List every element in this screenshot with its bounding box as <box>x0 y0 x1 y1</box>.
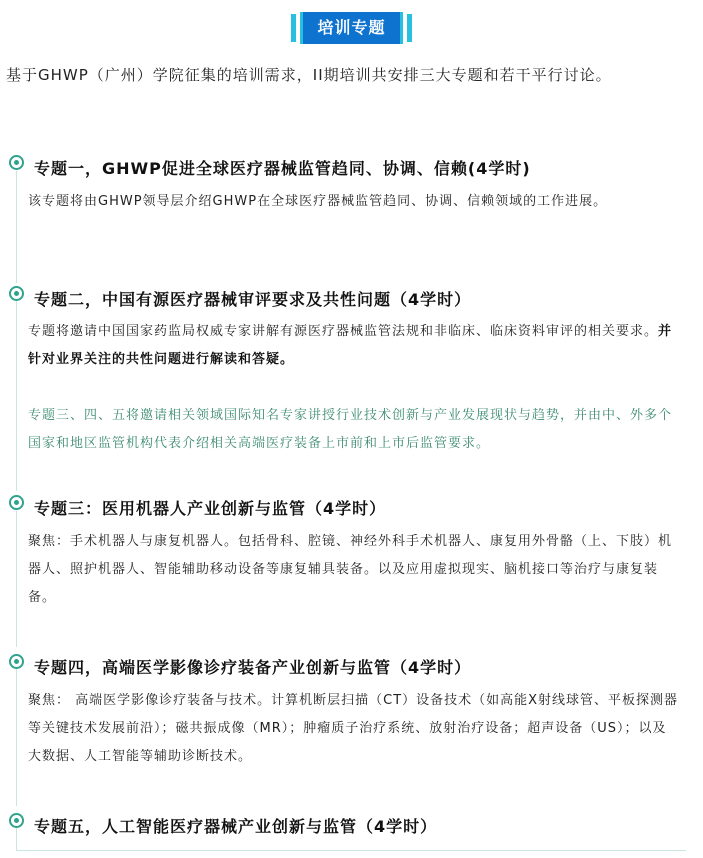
badge-right-bar <box>407 14 412 42</box>
intro-paragraph: 基于GHWP（广州）学院征集的培训需求，II期培训共安排三大专题和若干平行讨论。 <box>6 66 612 84</box>
topics-note: 专题三、四、五将邀请相关领域国际知名专家讲授行业技术创新与产业发展现状与趋势，并由中、外多个国家和地区监管机构代表介绍相关高端医疗装备上市前和上市后监管要求。 <box>28 408 673 451</box>
section-header <box>0 12 703 44</box>
topic-marker-icon <box>9 813 24 828</box>
topic-marker-icon <box>9 495 24 510</box>
topic-2-description-bold: 并针对业界关注的共性问题进行解读和答疑。 <box>28 324 673 367</box>
topic-4-description: 聚焦： 高端医学影像诊疗装备与技术。计算机断层扫描（CT）设备技术（如高能X射线球管、平板探测器等关键技术发展前沿）；磁共振成像（MR）；肿瘤质子治疗系统、放射治疗设备；超声设备（US）；以及大数据、人工智能等辅助诊断技术。 <box>28 693 679 764</box>
timeline-rail <box>16 511 17 647</box>
topic-1-title: 专题一，GHWP促进全球医疗器械监管趋同、协调、信赖(4学时) <box>34 159 531 178</box>
topic-marker-icon <box>9 155 24 170</box>
section-title-badge <box>300 12 402 44</box>
timeline-rail <box>16 171 17 283</box>
timeline-baseline <box>16 850 686 851</box>
badge-left-bar <box>291 14 296 42</box>
topic-2-description-text: 专题将邀请中国国家药监局权威专家讲解有源医疗器械监管法规和非临床、临床资料审评的相关要求。 <box>28 324 659 339</box>
timeline-rail <box>16 669 17 806</box>
topic-3-description: 聚焦：手术机器人与康复机器人。包括骨科、腔镜、神经外科手术机器人、康复用外骨骼（上、下肢）机器人、照护机器人、智能辅助移动设备等康复辅具装备。以及应用虚拟现实、脑机接口等治疗与康复装备。 <box>28 534 673 605</box>
topic-2-description <box>28 318 680 374</box>
topic-marker-icon <box>9 654 24 669</box>
timeline-rail <box>16 301 17 491</box>
topic-5-title: 专题五，人工智能医疗器械产业创新与监管（4学时） <box>34 817 438 836</box>
topic-4-title: 专题四，高端医学影像诊疗装备产业创新与监管（4学时） <box>34 658 472 677</box>
topic-1-description: 该专题将由GHWP领导层介绍GHWP在全球医疗器械监管趋同、协调、信赖领域的工作进展。 <box>28 194 608 209</box>
topic-marker-icon <box>9 286 24 301</box>
topic-3-title: 专题三：医用机器人产业创新与监管（4学时） <box>34 499 387 518</box>
topic-2-title: 专题二，中国有源医疗器械审评要求及共性问题（4学时） <box>34 290 472 309</box>
section-title: 培训专题 <box>317 18 386 37</box>
timeline-rail <box>16 828 17 850</box>
